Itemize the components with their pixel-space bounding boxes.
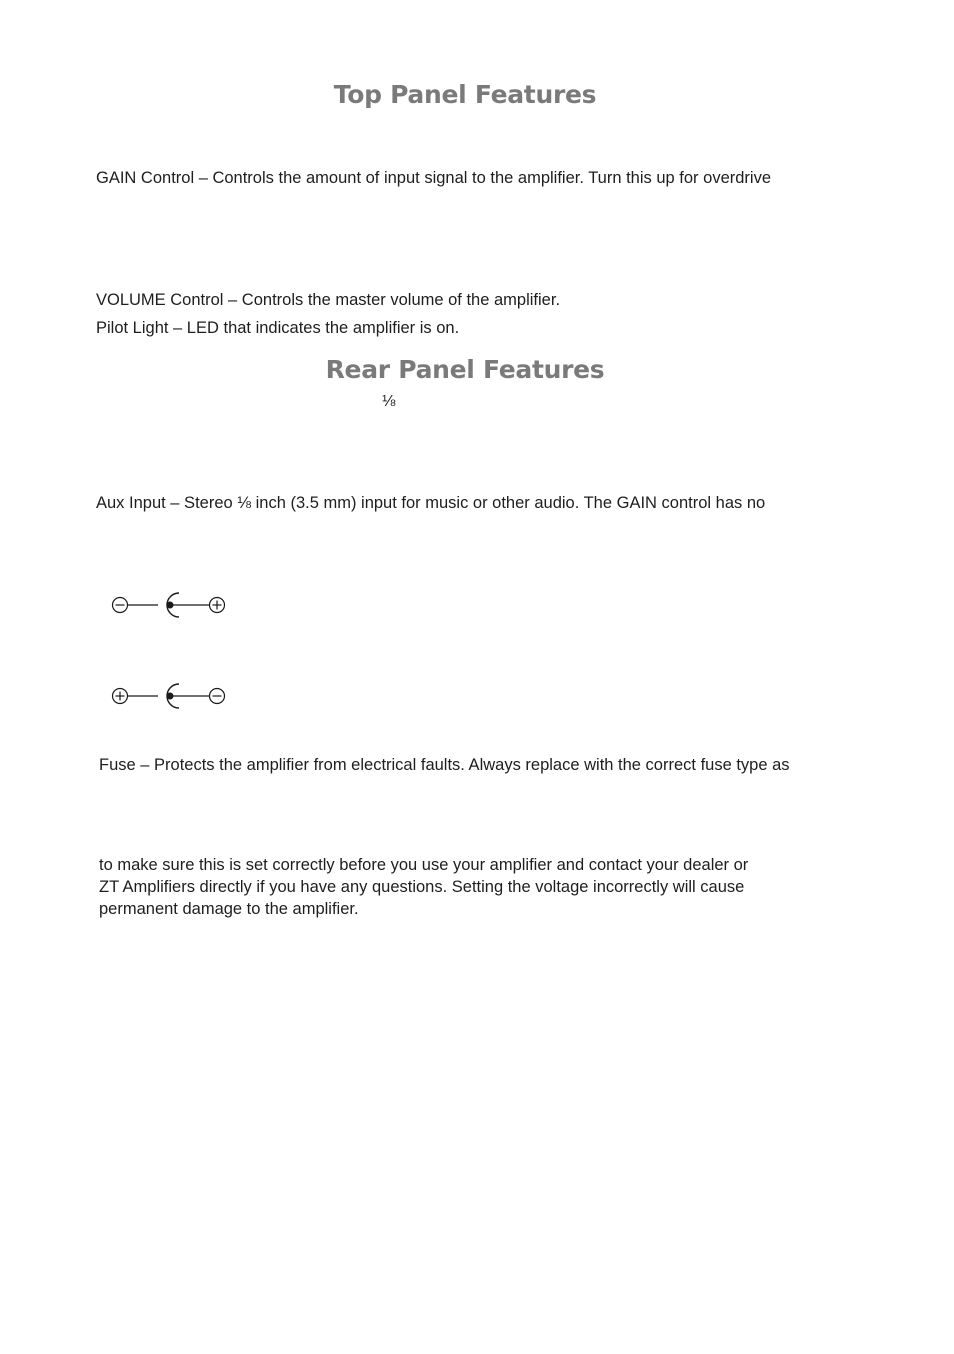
voltage-warning-line-1: to make sure this is set correctly before you use your amplifier and contact your dealer or — [99, 856, 749, 874]
plus-icon — [210, 598, 225, 613]
center-negative-polarity-diagram — [110, 587, 230, 623]
voltage-warning-line-3: permanent damage to the amplifier. — [99, 900, 359, 918]
fuse-description: Fuse – Protects the amplifier from electrical faults. Always replace with the correct fuse type as — [99, 756, 790, 774]
minus-icon — [210, 689, 225, 704]
plus-icon — [113, 689, 128, 704]
top-panel-heading: Top Panel Features — [333, 80, 597, 109]
minus-icon — [113, 598, 128, 613]
center-positive-polarity-diagram — [110, 678, 230, 714]
rear-panel-heading: Rear Panel Features — [325, 355, 605, 384]
voltage-warning-line-2: ZT Amplifiers directly if you have any questions. Setting the voltage incorrectly will cause — [99, 878, 745, 896]
aux-input-description: Aux Input – Stereo ⅛ inch (3.5 mm) input for music or other audio. The GAIN control has no — [96, 494, 766, 512]
pilot-light-description: Pilot Light – LED that indicates the amplifier is on. — [96, 319, 460, 337]
stray-fraction-glyph: ⅛ — [382, 393, 396, 410]
gain-control-description: GAIN Control – Controls the amount of input signal to the amplifier. Turn this up for overdrive — [96, 169, 772, 187]
volume-control-description: VOLUME Control – Controls the master volume of the amplifier. — [96, 291, 561, 309]
